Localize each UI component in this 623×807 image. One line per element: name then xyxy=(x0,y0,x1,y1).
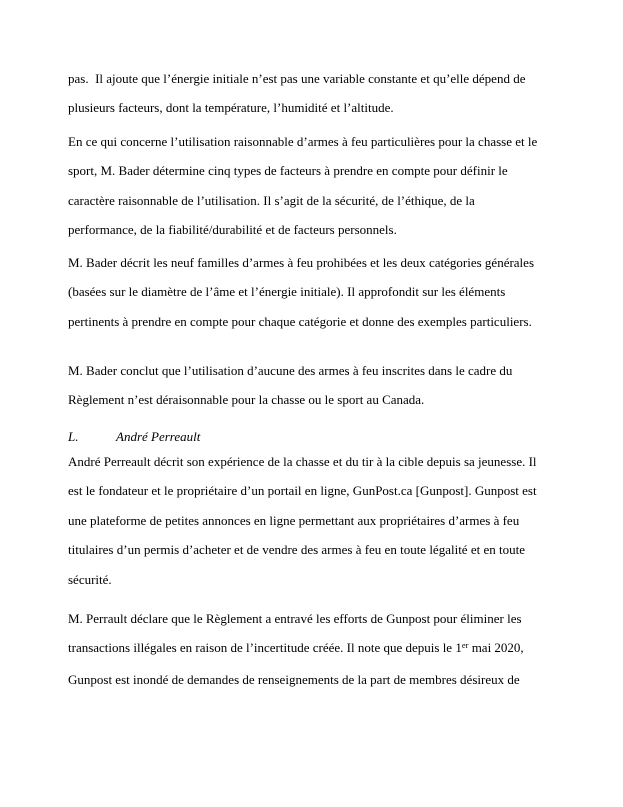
text-line: est le fondateur et le propriétaire d’un portail en ligne, GunPost.ca [Gunpost]. Gunpost est xyxy=(68,483,537,499)
section-heading-title: André Perreault xyxy=(116,429,201,444)
text-line: sécurité. xyxy=(68,571,112,587)
paragraph xyxy=(68,604,524,694)
text-line: (basées sur le diamètre de l’âme et l’énergie initiale). Il approfondit sur les éléments xyxy=(68,284,506,300)
superscript-ordinal: er xyxy=(461,639,469,650)
text-line: caractère raisonnable de l’utilisation. Il s’agit de la sécurité, de l’éthique, de la xyxy=(68,192,475,208)
text-segment: mai 2020, xyxy=(468,640,524,656)
text-line: André Perreault décrit son expérience de la chasse et du tir à la cible depuis sa jeunesse. Il xyxy=(68,454,537,469)
text-line: M. Bader décrit les neuf familles d’armes à feu prohibées et les deux catégories générales xyxy=(68,255,535,270)
text-line: sport, M. Bader détermine cinq types de facteurs à prendre en compte pour définir le xyxy=(68,163,508,179)
section-heading-number: L. xyxy=(68,429,79,444)
paragraph xyxy=(68,248,534,336)
text-line xyxy=(68,633,524,664)
text-line: pas. Il ajoute que l’énergie initiale n’est pas une variable constante et qu’elle dépend de xyxy=(68,71,526,86)
text-line: titulaires d’un permis d’acheter et de vendre des armes à feu en toute légalité et en toute xyxy=(68,542,525,558)
paragraph xyxy=(68,64,525,123)
text-segment: transactions illégales en raison de l’incertitude créée. Il note que depuis le 1 xyxy=(68,640,462,656)
text-line: En ce qui concerne l’utilisation raisonnable d’armes à feu particulières pour la chasse et le xyxy=(68,134,538,149)
paragraph xyxy=(68,447,537,594)
text-line: Règlement n’est déraisonnable pour la chasse ou le sport au Canada. xyxy=(68,392,425,408)
text-line: plusieurs facteurs, dont la température, l’humidité et l’altitude. xyxy=(68,100,394,116)
paragraph xyxy=(68,127,537,245)
text-line: une plateforme de petites annonces en ligne permettant aux propriétaires d’armes à feu xyxy=(68,512,520,528)
paragraph xyxy=(68,356,512,415)
text-line: M. Bader conclut que l’utilisation d’aucune des armes à feu inscrites dans le cadre du xyxy=(68,363,513,378)
text-line: pertinents à prendre en compte pour chaque catégorie et donne des exemples particuliers. xyxy=(68,313,532,329)
text-line: Gunpost est inondé de demandes de renseignements de la part de membres désireux de xyxy=(68,671,520,687)
text-line: performance, de la fiabilité/durabilité et de facteurs personnels. xyxy=(68,222,397,238)
text-line: M. Perrault déclare que le Règlement a entravé les efforts de Gunpost pour éliminer les xyxy=(68,611,522,626)
